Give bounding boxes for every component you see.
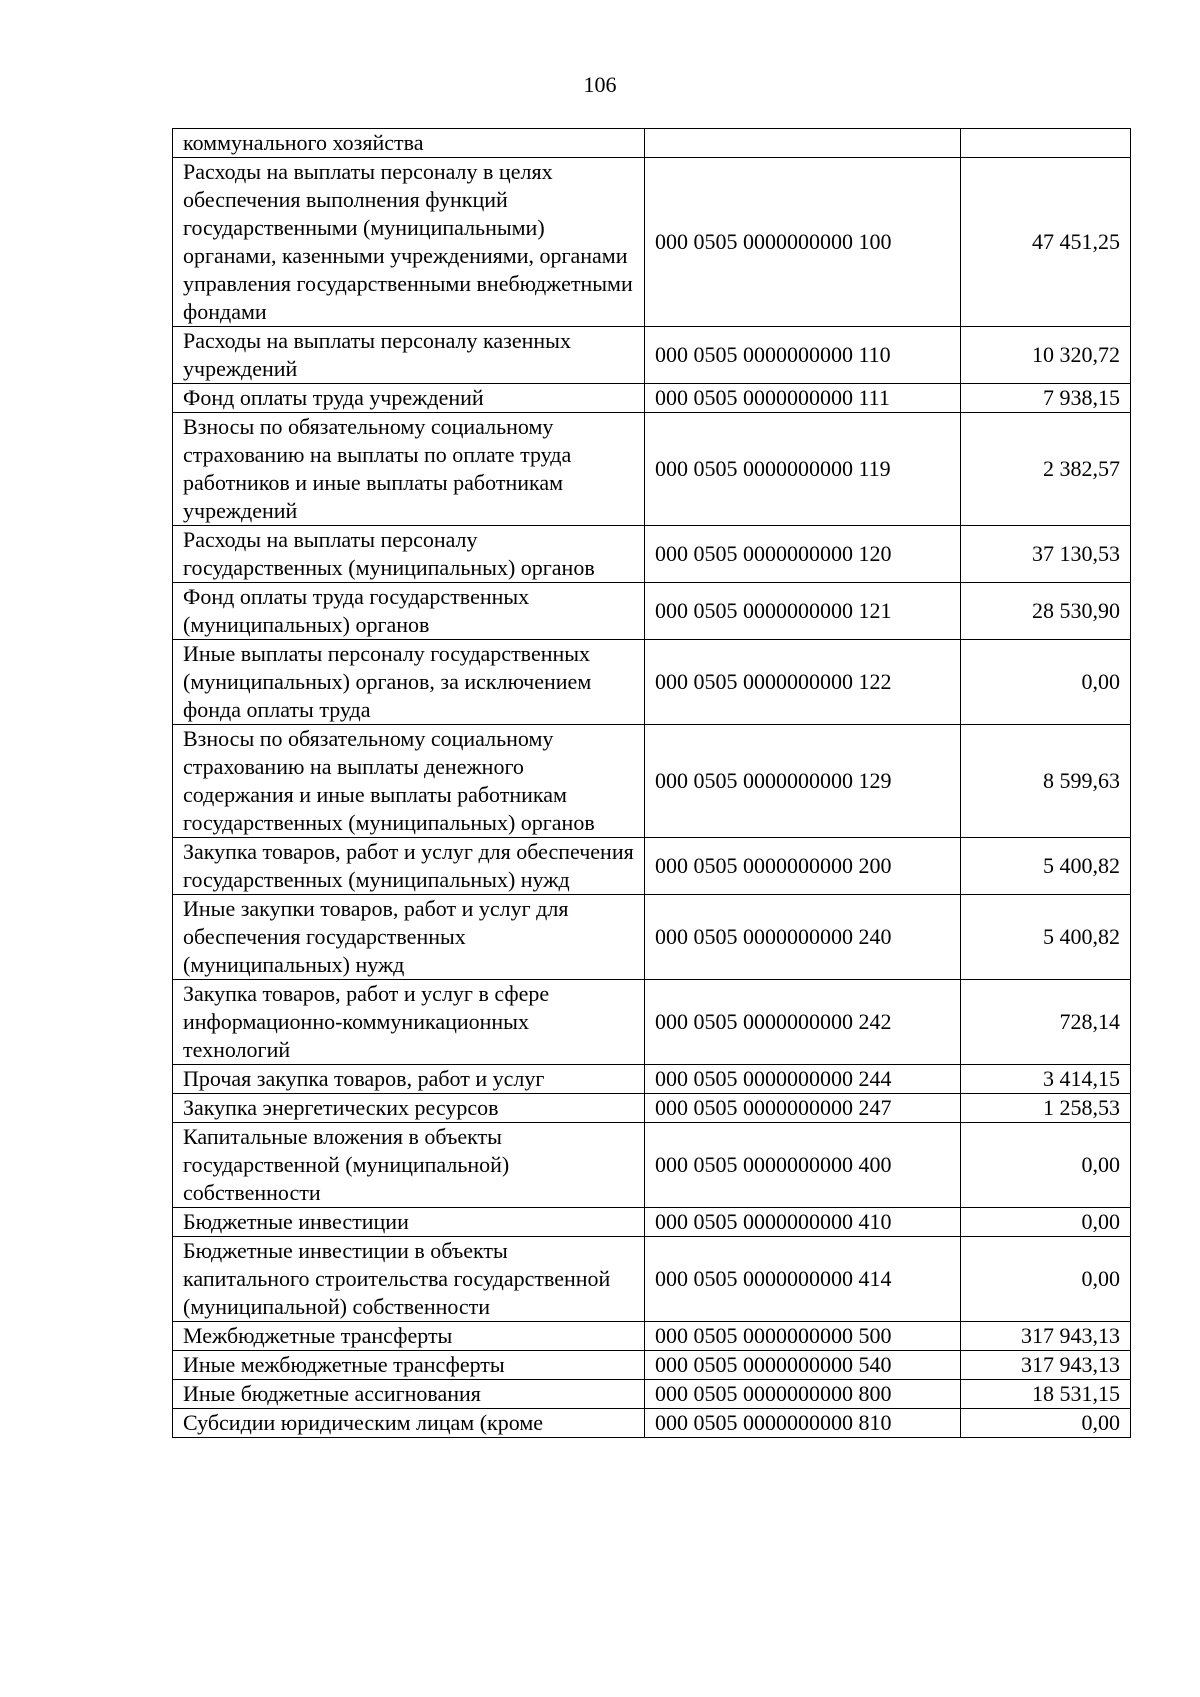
row-name: Закупка энергетических ресурсов xyxy=(173,1094,645,1123)
row-code: 000 0505 0000000000 800 xyxy=(645,1380,961,1409)
row-name: Бюджетные инвестиции xyxy=(173,1208,645,1237)
table-row xyxy=(173,327,1131,384)
table-row xyxy=(173,725,1131,838)
row-sum: 7 938,15 xyxy=(961,384,1131,413)
budget-table xyxy=(172,128,1131,1438)
row-sum: 10 320,72 xyxy=(961,327,1131,384)
row-code: 000 0505 0000000000 242 xyxy=(645,980,961,1065)
row-name: Закупка товаров, работ и услуг в сфере информационно-коммуникационных технологий xyxy=(173,980,645,1065)
row-sum: 0,00 xyxy=(961,1208,1131,1237)
table-row xyxy=(173,1351,1131,1380)
row-name: Иные выплаты персоналу государственных (муниципальных) органов, за исключением фонда оплаты труда xyxy=(173,640,645,725)
row-code: 000 0505 0000000000 410 xyxy=(645,1208,961,1237)
table-row xyxy=(173,1237,1131,1322)
table-row xyxy=(173,895,1131,980)
row-sum: 317 943,13 xyxy=(961,1351,1131,1380)
table-row xyxy=(173,640,1131,725)
row-name: Межбюджетные трансферты xyxy=(173,1322,645,1351)
row-code xyxy=(645,129,961,158)
table-row xyxy=(173,526,1131,583)
table-row xyxy=(173,1380,1131,1409)
row-name: Субсидии юридическим лицам (кроме xyxy=(173,1409,645,1438)
row-code: 000 0505 0000000000 120 xyxy=(645,526,961,583)
row-sum: 317 943,13 xyxy=(961,1322,1131,1351)
row-sum: 5 400,82 xyxy=(961,895,1131,980)
table-row xyxy=(173,129,1131,158)
row-code: 000 0505 0000000000 414 xyxy=(645,1237,961,1322)
row-code: 000 0505 0000000000 129 xyxy=(645,725,961,838)
table-row xyxy=(173,1065,1131,1094)
row-sum: 5 400,82 xyxy=(961,838,1131,895)
row-sum: 2 382,57 xyxy=(961,413,1131,526)
table-row xyxy=(173,1123,1131,1208)
row-name: Иные межбюджетные трансферты xyxy=(173,1351,645,1380)
row-name: Прочая закупка товаров, работ и услуг xyxy=(173,1065,645,1094)
row-name: Иные закупки товаров, работ и услуг для обеспечения государственных (муниципальных) нужд xyxy=(173,895,645,980)
table-row xyxy=(173,1208,1131,1237)
row-code: 000 0505 0000000000 247 xyxy=(645,1094,961,1123)
table-row xyxy=(173,413,1131,526)
row-code: 000 0505 0000000000 400 xyxy=(645,1123,961,1208)
budget-table-body xyxy=(173,129,1131,1438)
table-row xyxy=(173,838,1131,895)
row-code: 000 0505 0000000000 122 xyxy=(645,640,961,725)
row-sum: 0,00 xyxy=(961,1409,1131,1438)
row-sum: 3 414,15 xyxy=(961,1065,1131,1094)
row-code: 000 0505 0000000000 240 xyxy=(645,895,961,980)
table-row xyxy=(173,158,1131,327)
table-row xyxy=(173,980,1131,1065)
row-name: коммунального хозяйства xyxy=(173,129,645,158)
row-code: 000 0505 0000000000 121 xyxy=(645,583,961,640)
row-code: 000 0505 0000000000 119 xyxy=(645,413,961,526)
row-sum xyxy=(961,129,1131,158)
row-sum: 28 530,90 xyxy=(961,583,1131,640)
row-code: 000 0505 0000000000 810 xyxy=(645,1409,961,1438)
row-code: 000 0505 0000000000 244 xyxy=(645,1065,961,1094)
row-code: 000 0505 0000000000 110 xyxy=(645,327,961,384)
table-row xyxy=(173,1409,1131,1438)
row-code: 000 0505 0000000000 100 xyxy=(645,158,961,327)
row-code: 000 0505 0000000000 200 xyxy=(645,838,961,895)
row-sum: 47 451,25 xyxy=(961,158,1131,327)
row-name: Иные бюджетные ассигнования xyxy=(173,1380,645,1409)
row-name: Закупка товаров, работ и услуг для обеспечения государственных (муниципальных) нужд xyxy=(173,838,645,895)
row-name: Фонд оплаты труда государственных (муниципальных) органов xyxy=(173,583,645,640)
row-sum: 8 599,63 xyxy=(961,725,1131,838)
table-row xyxy=(173,1322,1131,1351)
row-sum: 18 531,15 xyxy=(961,1380,1131,1409)
row-name: Расходы на выплаты персоналу государственных (муниципальных) органов xyxy=(173,526,645,583)
row-name: Фонд оплаты труда учреждений xyxy=(173,384,645,413)
row-sum: 37 130,53 xyxy=(961,526,1131,583)
table-row xyxy=(173,1094,1131,1123)
row-sum: 0,00 xyxy=(961,1237,1131,1322)
row-name: Расходы на выплаты персоналу в целях обеспечения выполнения функций государственными (муниципальными) органами, казенными учреждениями, органами управления государственными внебюджетными фондами xyxy=(173,158,645,327)
row-code: 000 0505 0000000000 540 xyxy=(645,1351,961,1380)
page-number: 106 xyxy=(583,72,617,97)
row-code: 000 0505 0000000000 500 xyxy=(645,1322,961,1351)
table-row xyxy=(173,384,1131,413)
row-sum: 0,00 xyxy=(961,1123,1131,1208)
row-code: 000 0505 0000000000 111 xyxy=(645,384,961,413)
row-sum: 728,14 xyxy=(961,980,1131,1065)
row-name: Капитальные вложения в объекты государственной (муниципальной) собственности xyxy=(173,1123,645,1208)
row-name: Расходы на выплаты персоналу казенных учреждений xyxy=(173,327,645,384)
row-name: Взносы по обязательному социальному страхованию на выплаты денежного содержания и иные выплаты работникам государственных (муниципальных) органов xyxy=(173,725,645,838)
row-sum: 0,00 xyxy=(961,640,1131,725)
row-name: Взносы по обязательному социальному страхованию на выплаты по оплате труда работников и иные выплаты работникам учреждений xyxy=(173,413,645,526)
row-name: Бюджетные инвестиции в объекты капитального строительства государственной (муниципальной) собственности xyxy=(173,1237,645,1322)
row-sum: 1 258,53 xyxy=(961,1094,1131,1123)
table-row xyxy=(173,583,1131,640)
